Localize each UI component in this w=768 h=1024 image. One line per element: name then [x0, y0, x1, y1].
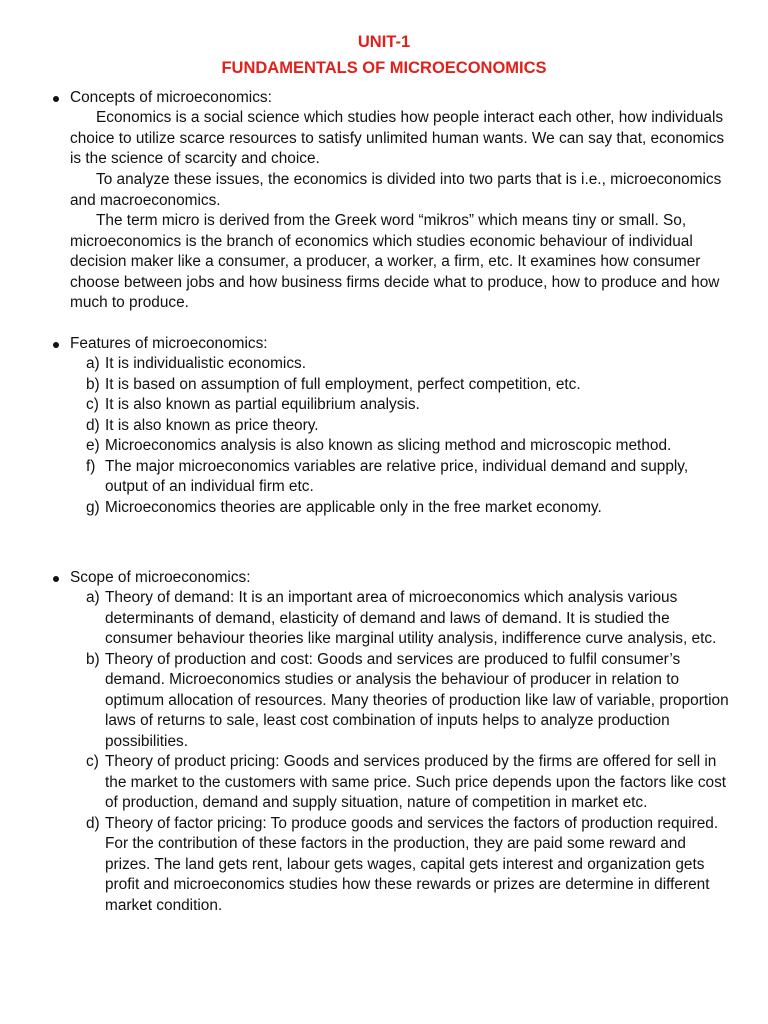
list-item: b) Theory of production and cost: Goods and services are produced to fulfil consumer’s demand. Microeconomics studies or analysis the behaviour of producer in relation to optimum allocation of resources. Many theories of production like law of variable, proportion laws of returns to sale, least cost combination of inputs helps to analyze production possibilities. [86, 650, 729, 750]
list-item: a) It is individualistic economics. [86, 355, 307, 372]
list-item: e) Microeconomics analysis is also known as slicing method and microscopic method. [86, 437, 672, 454]
list-item: f) The major microeconomics variables are relative price, individual demand and supply, output of an individual firm etc. [86, 457, 689, 495]
bullet-icon [53, 96, 59, 102]
list-item: g) Microeconomics theories are applicable only in the free market economy. [86, 498, 602, 516]
page-title: FUNDAMENTALS OF MICROECONOMICS [221, 59, 547, 77]
features-heading: Features of microeconomics: [70, 335, 268, 352]
concepts-paragraph-1: Economics is a social science which studies how people interact each other, how individuals choice to utilize scarce resources to satisfy unlimited human wants. We can say that, economics is the science of scarcity and choice. [70, 109, 725, 167]
concepts-heading: Concepts of microeconomics: [70, 89, 272, 106]
list-item: a) Theory of demand: It is an important area of microeconomics which analysis various determinants of demand, elasticity of demand and laws of demand. It is studied the consumer behaviour theories like marginal utility analysis, indifference curve analysis, etc. [86, 589, 717, 647]
list-item: d) Theory of factor pricing: To produce goods and services the factors of production required. For the contribution of these factors in the production, they are paid some reward and prizes. The land gets rent, labour gets wages, capital gets interest and organization gets profit and microeconomics studies how these rewards or prizes are determine in different market condition. [86, 814, 719, 914]
concepts-paragraph-2: To analyze these issues, the economics is divided into two parts that is i.e., microeconomics and macroeconomics. [70, 171, 722, 209]
list-item: c) It is also known as partial equilibrium analysis. [86, 396, 420, 413]
unit-heading: UNIT-1 [357, 33, 411, 51]
list-item: c) Theory of product pricing: Goods and services produced by the firms are offered for sell in the market to the customers with same price. Such price depends upon the factors like cost of production, demand and supply situation, nature of competition in market etc. [86, 753, 727, 811]
bullet-icon [53, 576, 59, 582]
bullet-icon [53, 342, 59, 348]
concepts-paragraph-3: The term micro is derived from the Greek word “mikros” which means tiny or small. So, microeconomics is the branch of economics which studies economic behaviour of individual decision maker like a consumer, a producer, a worker, a firm, etc. It examines how consumer choose between jobs and how business firms decide what to produce, how to produce and how much to produce. [70, 212, 720, 311]
features-list [0, 354, 768, 518]
list-item: b) It is based on assumption of full employment, perfect competition, etc. [86, 375, 581, 393]
scope-heading: Scope of microeconomics: [70, 569, 251, 586]
list-item: d) It is also known as price theory. [86, 416, 319, 434]
scope-list [0, 588, 768, 916]
